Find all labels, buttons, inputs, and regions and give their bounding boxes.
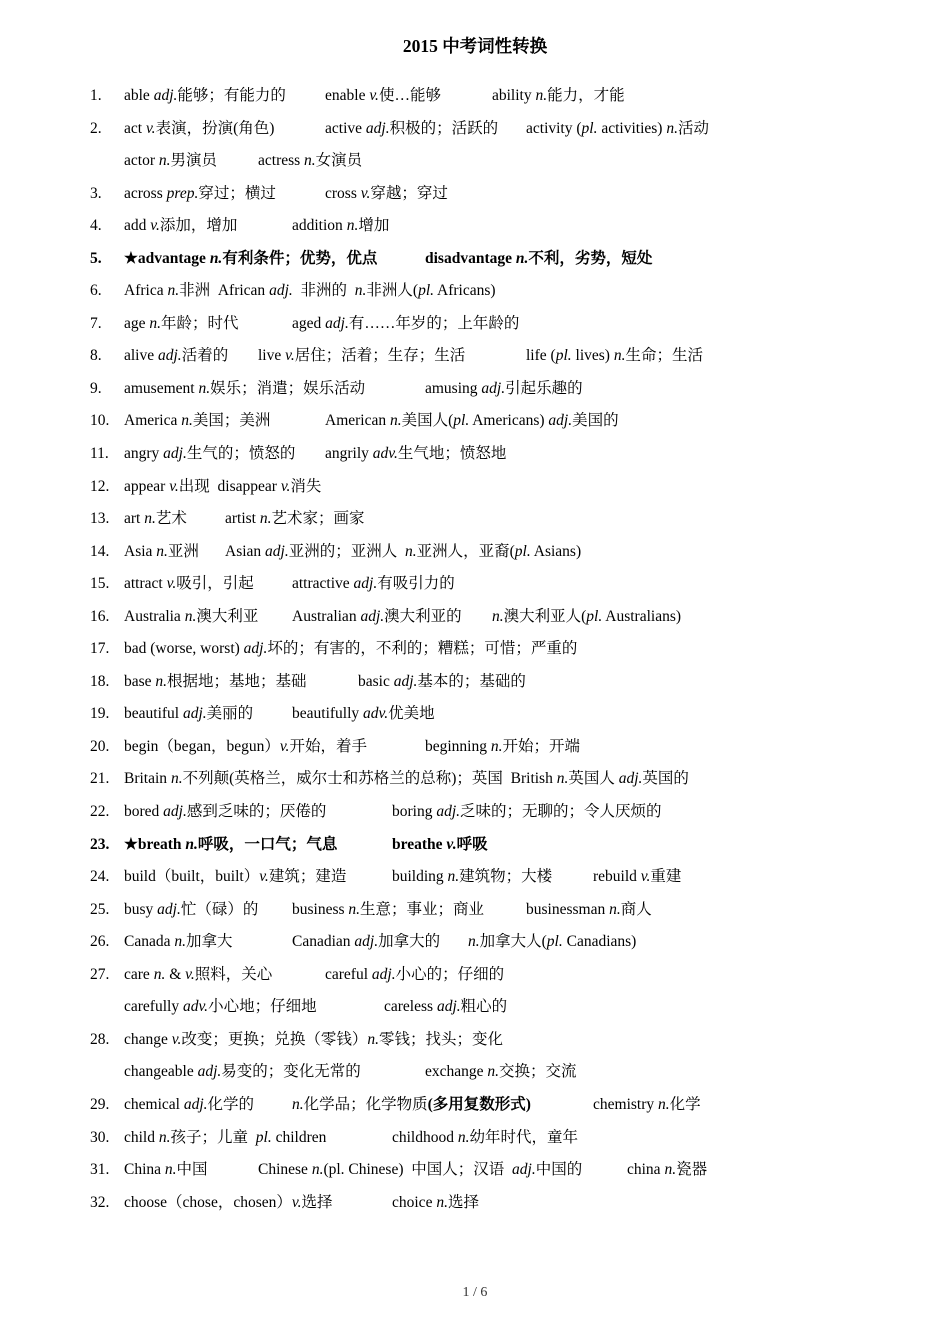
entry-term: business n.生意；事业；商业	[292, 900, 485, 918]
entry-number: 27.	[90, 965, 110, 983]
entry-number: 9.	[90, 379, 102, 397]
entry-term: age n.年龄；时代	[124, 314, 239, 332]
entry-number: 29.	[90, 1095, 110, 1113]
entry-term: able adj.能够；有能力的	[124, 87, 286, 104]
entry-term: Canada n.加拿大	[124, 933, 233, 951]
entry-list	[0, 80, 950, 1219]
entry-term: activity (pl. activities) n.活动	[526, 119, 709, 137]
entry-line	[0, 113, 950, 146]
entry-line	[0, 308, 950, 341]
entry-term: disadvantage n.不利，劣势，短处	[425, 249, 653, 267]
entry-term: bored adj.感到乏味的；厌倦的	[124, 803, 327, 821]
entry-term: American n.美国人(pl. Americans) adj.美国的	[325, 412, 619, 430]
entry-term: beautiful adj.美丽的	[124, 705, 254, 723]
entry-term: live v.居住；活着；生存；生活	[258, 347, 466, 365]
page-title: 2015 中考词性转换	[402, 36, 548, 56]
entry-term: busy adj.忙（碌）的	[124, 900, 259, 918]
entry-line	[0, 568, 950, 601]
entry-term: China n.中国	[124, 1161, 208, 1179]
entry-term: ability n.能力，才能	[492, 87, 625, 104]
entry-line	[0, 601, 950, 634]
entry-term: enable v.使…能够	[325, 87, 441, 104]
entry-term: careful adj.小心的；仔细的	[325, 965, 505, 983]
entry-term: begin（began，begun）v.开始，着手	[124, 737, 367, 755]
entry-term: basic adj.基本的；基础的	[358, 672, 526, 690]
entry-line	[0, 666, 950, 699]
entry-number: 13.	[90, 510, 110, 528]
entry-number: 3.	[90, 184, 102, 202]
entry-term: ★breath n.呼吸，一口气；气息	[124, 835, 338, 853]
entry-term: attract v.吸引，引起	[124, 575, 254, 593]
entry-line	[0, 373, 950, 406]
entry-term: boring adj.乏味的；无聊的；令人厌烦的	[392, 803, 662, 821]
entry-line	[0, 1122, 950, 1155]
entry-term: alive adj.活着的	[124, 347, 229, 365]
entry-number: 19.	[90, 705, 110, 723]
entry-term: add v.添加，增加	[124, 217, 238, 235]
entry-term: Australian adj.澳大利亚的	[292, 607, 462, 625]
entry-line	[0, 536, 950, 569]
entry-term: build（built，built）v.建筑；建造	[124, 868, 347, 886]
entry-line	[0, 178, 950, 211]
entry-term: Africa n.非洲 African adj. 非洲的 n.非洲人(pl. Africans)	[124, 282, 496, 300]
entry-term: across prep.穿过；横过	[124, 184, 276, 202]
entry-term: rebuild v.重建	[593, 868, 682, 886]
entry-term: bad (worse, worst) adj.坏的；有害的，不利的；糟糕；可惜；严重的	[124, 640, 578, 658]
entry-number: 15.	[90, 575, 110, 593]
entry-term: active adj.积极的；活跃的	[325, 119, 499, 137]
entry-line	[0, 503, 950, 536]
entry-term: care n. & v.照料，关心	[124, 965, 273, 983]
entry-term: child n.孩子；儿童 pl. children	[124, 1128, 327, 1146]
entry-term: change v.改变；更换；兑换（零钱）n.零钱；找头；变化	[124, 1030, 504, 1048]
entry-term: chemistry n.化学	[593, 1095, 701, 1113]
entry-term: Asia n.亚洲	[124, 542, 199, 560]
entry-number: 16.	[90, 607, 110, 625]
entry-number: 28.	[90, 1030, 110, 1048]
entry-line	[0, 1056, 950, 1089]
page-number: 1 / 6	[462, 1285, 488, 1300]
entry-term: base n.根据地；基地；基础	[124, 672, 307, 690]
entry-line	[0, 1024, 950, 1057]
entry-number: 32.	[90, 1193, 110, 1211]
entry-number: 10.	[90, 412, 110, 430]
entry-number: 24.	[90, 868, 110, 886]
entry-term: Chinese n.(pl. Chinese) 中国人；汉语 adj.中国的	[258, 1161, 583, 1179]
entry-number: 12.	[90, 477, 110, 495]
entry-term: Australia n.澳大利亚	[124, 607, 259, 625]
entry-line	[0, 731, 950, 764]
entry-line	[0, 210, 950, 243]
entry-number: 31.	[90, 1161, 110, 1179]
entry-line	[0, 698, 950, 731]
entry-number: 5.	[90, 249, 102, 267]
entry-term: changeable adj.易变的；变化无常的	[124, 1063, 361, 1081]
entry-number: 23.	[90, 835, 110, 853]
entry-line	[0, 340, 950, 373]
entry-term: choose（chose，chosen）v.选择	[124, 1193, 333, 1211]
entry-term: exchange n.交换；交流	[425, 1063, 577, 1081]
entry-term: childhood n.幼年时代，童年	[392, 1128, 579, 1146]
entry-number: 7.	[90, 314, 102, 332]
entry-number: 4.	[90, 217, 102, 235]
entry-line	[0, 796, 950, 829]
entry-line	[0, 1154, 950, 1187]
entry-term: amusement n.娱乐；消遣；娱乐活动	[124, 379, 366, 397]
entry-term: art n.艺术	[124, 510, 187, 528]
entry-number: 22.	[90, 803, 110, 821]
entry-term: careless adj.粗心的	[384, 998, 508, 1016]
entry-number: 8.	[90, 347, 102, 365]
entry-line	[0, 991, 950, 1024]
entry-line	[0, 959, 950, 992]
entry-line	[0, 145, 950, 178]
entry-term: addition n.增加	[292, 217, 390, 235]
entry-term: America n.美国；美洲	[124, 412, 271, 430]
entry-term: cross v.穿越；穿过	[325, 184, 448, 202]
entry-term: building n.建筑物；大楼	[392, 868, 553, 886]
entry-line	[0, 926, 950, 959]
entry-number: 25.	[90, 900, 110, 918]
entry-term: amusing adj.引起乐趣的	[425, 379, 583, 397]
entry-number: 11.	[90, 445, 109, 463]
entry-line	[0, 275, 950, 308]
entry-term: chemical adj.化学的	[124, 1095, 255, 1113]
entry-line	[0, 894, 950, 927]
entry-number: 17.	[90, 640, 110, 658]
entry-term: Asian adj.亚洲的；亚洲人 n.亚洲人，亚裔(pl. Asians)	[225, 542, 582, 560]
entry-number: 20.	[90, 737, 110, 755]
entry-term: n.加拿大人(pl. Canadians)	[468, 933, 637, 951]
entry-term: beautifully adv.优美地	[292, 705, 435, 723]
entry-number: 30.	[90, 1128, 110, 1146]
entry-line	[0, 829, 950, 862]
entry-term: businessman n.商人	[526, 900, 652, 918]
entry-line	[0, 405, 950, 438]
entry-line	[0, 471, 950, 504]
entry-number: 1.	[90, 87, 102, 104]
entry-term: Canadian adj.加拿大的	[292, 933, 441, 951]
entry-number: 6.	[90, 282, 102, 300]
entry-line	[0, 80, 950, 113]
entry-term: aged adj.有……年岁的；上年龄的	[292, 314, 520, 332]
entry-term: angrily adv.生气地；愤怒地	[325, 445, 507, 463]
entry-line	[0, 763, 950, 796]
entry-term: artist n.艺术家；画家	[225, 510, 365, 528]
entry-term: china n.瓷器	[627, 1161, 708, 1179]
entry-line	[0, 1187, 950, 1220]
entry-number: 14.	[90, 542, 110, 560]
entry-term: appear v.出现 disappear v.消失	[124, 477, 322, 495]
entry-term: n.化学品；化学物质(多用复数形式)	[292, 1095, 531, 1113]
entry-term: actress n.女演员	[258, 152, 363, 170]
entry-term: ★advantage n.有利条件；优势，优点	[124, 249, 378, 267]
entry-term: angry adj.生气的；愤怒的	[124, 445, 296, 463]
entry-number: 2.	[90, 119, 102, 137]
entry-line	[0, 243, 950, 276]
entry-term: actor n.男演员	[124, 152, 217, 170]
entry-term: choice n.选择	[392, 1193, 479, 1211]
entry-term: act v.表演，扮演(角色)	[124, 119, 275, 137]
entry-term: attractive adj.有吸引力的	[292, 575, 455, 593]
entry-number: 18.	[90, 672, 110, 690]
entry-number: 26.	[90, 933, 110, 951]
entry-term: beginning n.开始；开端	[425, 737, 581, 755]
entry-term: carefully adv.小心地；仔细地	[124, 998, 317, 1016]
entry-term: Britain n.不列颠(英格兰，威尔士和苏格兰的总称)；英国 British n.英国人 adj.英国的	[124, 770, 689, 788]
entry-term: life (pl. lives) n.生命；生活	[526, 347, 703, 365]
entry-line	[0, 1089, 950, 1122]
entry-line	[0, 633, 950, 666]
entry-term: n.澳大利亚人(pl. Australians)	[492, 607, 682, 625]
entry-line	[0, 438, 950, 471]
entry-number: 21.	[90, 770, 110, 788]
entry-line	[0, 861, 950, 894]
entry-term: breathe v.呼吸	[392, 835, 488, 853]
